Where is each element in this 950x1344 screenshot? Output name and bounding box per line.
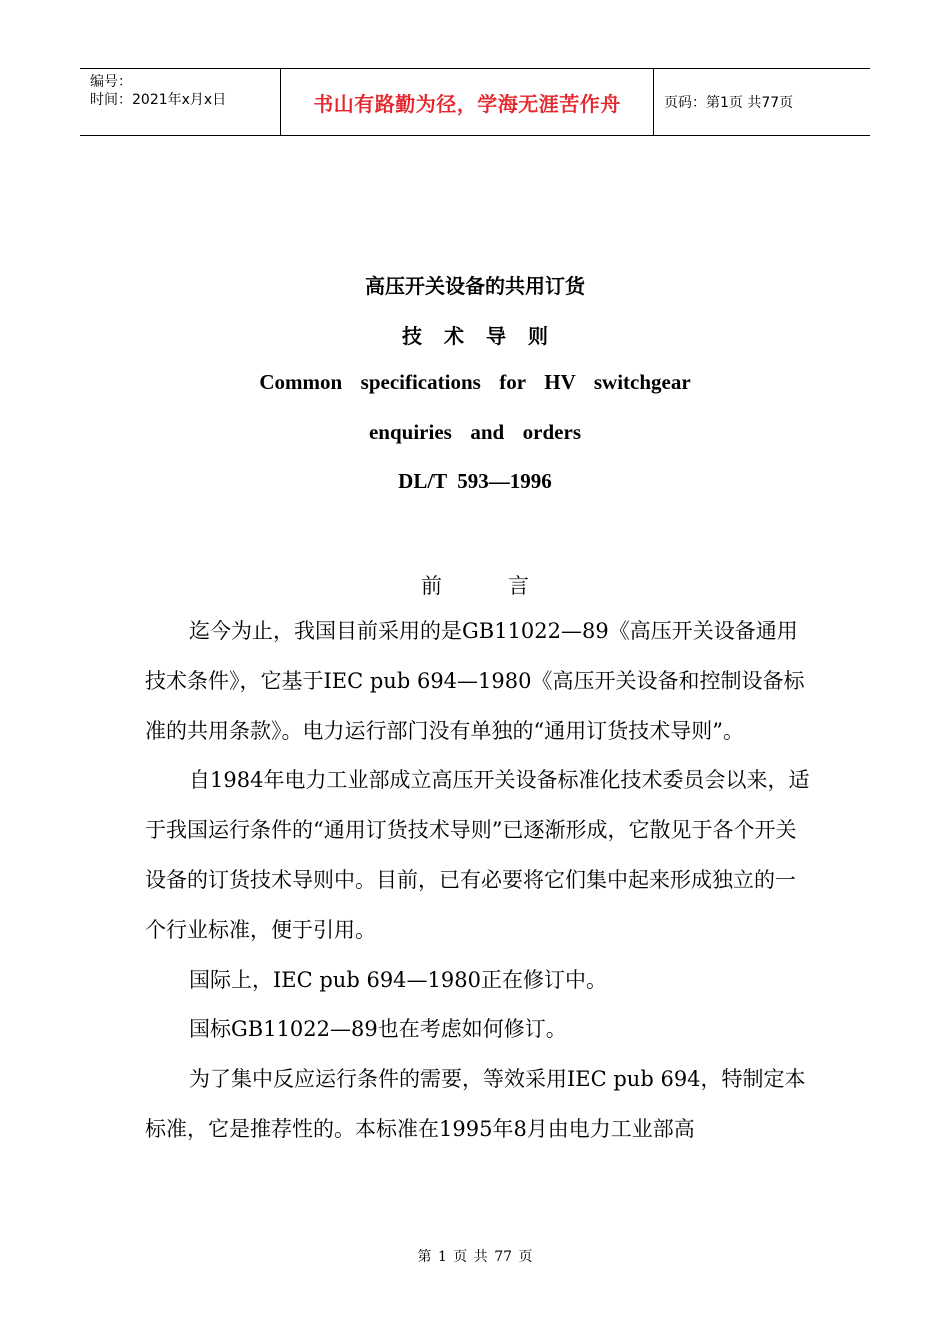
paragraph: 国标GB11022—89也在考虑如何修订。 <box>189 1017 567 1042</box>
number-label: 编号： <box>90 74 132 90</box>
paragraph: 迄今为止，我国目前采用的是GB11022—89《高压开关设备通用技术条件》，它基于IEC pub 694—1980《高压开关设备和控制设备标准的共用条款》。电力运行部门没有单独的“通用订货技术导则”。 <box>145 619 805 743</box>
title-english-line2: enquiries and orders <box>368 420 581 444</box>
header-meta <box>80 69 281 135</box>
preface-heading: 前言 <box>421 574 595 598</box>
title-chinese-line2: 技术导则 <box>402 324 570 348</box>
body-text <box>145 607 815 1155</box>
time-label: 时间：2021年x月x日 <box>90 92 227 108</box>
header-page-info: 页码：第1页 共77页 <box>664 95 794 111</box>
title-chinese-line1: 高压开关设备的共用订货 <box>365 274 585 298</box>
page-footer: 第 1 页 共 77 页 <box>417 1249 533 1265</box>
title-english-line1: Common specifications for HV switchgear <box>259 370 691 394</box>
paragraph: 国际上，IEC pub 694—1980正在修订中。 <box>189 967 607 992</box>
paragraph: 为了集中反应运行条件的需要，等效采用IEC pub 694，特制定本标准，它是推荐性的。本标准在1995年8月由电力工业部高 <box>145 1067 806 1141</box>
paragraph: 自1984年电力工业部成立高压开关设备标准化技术委员会以来，适于我国运行条件的“通用订货技术导则”已逐渐形成，它散见于各个开关设备的订货技术导则中。目前，已有必要将它们集中起来形成独立的一个行业标准，便于引用。 <box>145 768 810 942</box>
standard-code: DL/T 593—1996 <box>398 469 552 493</box>
header-motto: 书山有路勤为径，学海无涯苦作舟 <box>281 69 654 135</box>
document-header <box>80 68 870 136</box>
